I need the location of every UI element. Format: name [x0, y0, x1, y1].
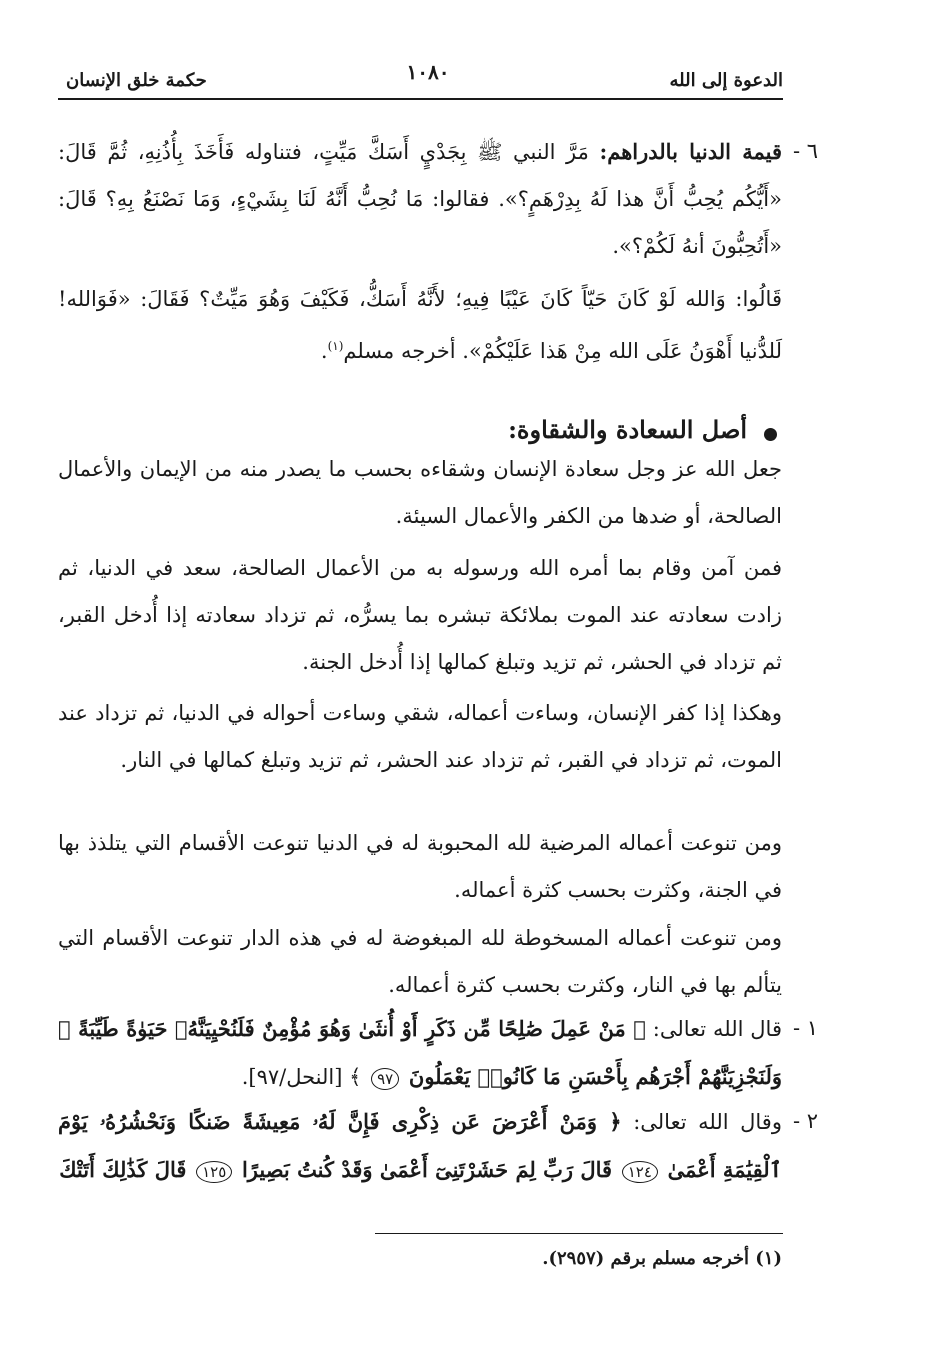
hadith-item-6 — [58, 128, 818, 270]
quran-text-2: قَالَ رَبِّ لِمَ حَشَرْتَنِىٓ أَعْمَىٰ وَقَدْ كُنتُ بَصِيرًا — [241, 1157, 613, 1182]
quran-text-3: قَالَ كَذَٰلِكَ أَتَتْكَ — [59, 1157, 187, 1182]
item-number: ١ - — [792, 1016, 818, 1040]
book-title: الدعوة إلى الله — [669, 70, 783, 91]
ayah-number-marker: ٩٧ — [371, 1068, 399, 1090]
surah-reference: ﴾ [النحل/٩٧]. — [241, 1065, 362, 1089]
item-number: ٢ - — [792, 1109, 818, 1133]
paragraph-3: وهكذا إذا كفر الإنسان، وساءت أعماله، شقي وساءت أحواله في الدنيا، ثم تزداد عند الموت، ثم تزداد في القبر، ثم تزداد عند الحشر، ثم تزيد وتبلغ كمالها في النار. — [58, 701, 782, 772]
page-number: ١٠٨٠ — [406, 60, 450, 84]
footnote-rule — [375, 1233, 783, 1234]
quran-text: ﴿ مَنْ عَمِلَ صَٰلِحًا مِّن ذَكَرٍ أَوْ أُنثَىٰ وَهُوَ مُؤْمِنٌ فَلَنُحْيِيَنَّهُۥ حَيَوٰةً طَيِّبَةً ۖ وَلَنَجْزِيَنَّهُمْ أَجْرَهُم بِأَحْسَنِ مَا كَانُوا۟ يَعْمَلُونَ — [58, 1016, 782, 1089]
section-heading: أصل السعادة والشقاوة: — [508, 415, 747, 444]
item-lead: قيمة الدنيا بالدراهم: — [599, 139, 782, 164]
verse-item-1 — [58, 1005, 818, 1101]
running-header — [58, 58, 783, 100]
verse-item-2 — [58, 1098, 818, 1194]
item-number: ٦ - — [792, 139, 818, 163]
paragraph-4: ومن تنوعت أعماله المرضية لله المحبوبة له في الدنيا تنوعت الأقسام التي يتلذذ بها في الجنة، وكثرت بحسب كثرة أعماله. — [58, 831, 782, 902]
footnote-ref: (١) — [327, 339, 344, 353]
footnote: (١) أخرجه مسلم برقم (٢٩٥٧). — [542, 1248, 782, 1269]
hadith-text-cont: قَالُوا: وَالله لَوْ كَانَ حَيّاً كَانَ عَيْبًا فِيهِ؛ لأَنَّهُ أَسَكُّ، فَكَيْفَ وَهُوَ مَيِّتٌ؟ فَقَالَ: «فَوَالله! لَلدُّنيا أَهْوَنُ عَلَى الله مِنْ هَذا عَلَيْكُمْ». أخرجه مسلم — [58, 287, 782, 363]
hadith-text: مَرَّ النبي ﷺ بِجَدْيٍ أَسَكَّ مَيِّتٍ، فتناوله فَأَخَذَ بِأُذُنِهِ، ثُمَّ قَالَ: «أَيُّكُم يُحِبُّ أَنَّ هذا لَهُ بِدِرْهَمٍ؟». فقالوا: مَا نُحِبُّ أَنَّهُ لَنَا بِشَيْءٍ، وَمَا نَصْنَعُ بِهِ؟ قَالَ: «أَتُحِبُّونَ أنهُ لَكُمْ؟». — [58, 140, 782, 258]
verse-intro: قال الله تعالى: — [652, 1017, 782, 1041]
verse-intro: وقال الله تعالى: — [633, 1110, 782, 1134]
bullet-icon — [764, 428, 777, 441]
paragraph-5: ومن تنوعت أعماله المسخوطة لله المبغوضة له في هذه الدار تنوعت الأقسام التي يتألم بها في النار، وكثرت بحسب كثرة أعماله. — [58, 926, 782, 997]
ayah-number-marker: ١٢٥ — [196, 1161, 232, 1183]
chapter-title: حكمة خلق الإنسان — [66, 70, 207, 91]
paragraph-1: جعل الله عز وجل سعادة الإنسان وشقاءه بحسب ما يصدر منه من الإيمان والأعمال الصالحة، أو ضدها من الكفر والأعمال السيئة. — [58, 457, 782, 528]
header-rule — [58, 98, 783, 100]
ayah-number-marker: ١٢٤ — [622, 1161, 658, 1183]
hadith-item-6-cont: قَالُوا: وَالله لَوْ كَانَ حَيّاً كَانَ عَيْبًا فِيهِ؛ لأَنَّهُ أَسَكُّ، فَكَيْفَ وَهُوَ مَيِّتٌ؟ فَقَالَ: «فَوَالله! لَلدُّنيا أَهْوَنُ عَلَى الله مِنْ هَذا عَلَيْكُمْ». أخرجه مسلم$^{(١)}$. — [58, 287, 782, 363]
quran-text: ﴿ وَمَنْ أَعْرَضَ عَن ذِكْرِى فَإِنَّ لَهُۥ مَعِيشَةً ضَنكًا وَنَحْشُرُهُۥ يَوْمَ ٱلْقِيَٰمَةِ أَعْمَىٰ — [58, 1109, 782, 1182]
paragraph-2: فمن آمن وقام بما أمره الله ورسوله به من الأعمال الصالحة، سعد في الدنيا، ثم زادت سعادته عند الموت بملائكة تبشره بما يسرُّه، ثم تزداد سعادته إذا أُدخل القبر، ثم تزداد في الحشر، ثم تزيد وتبلغ كمالها إذا أُدخل الجنة. — [58, 556, 782, 674]
